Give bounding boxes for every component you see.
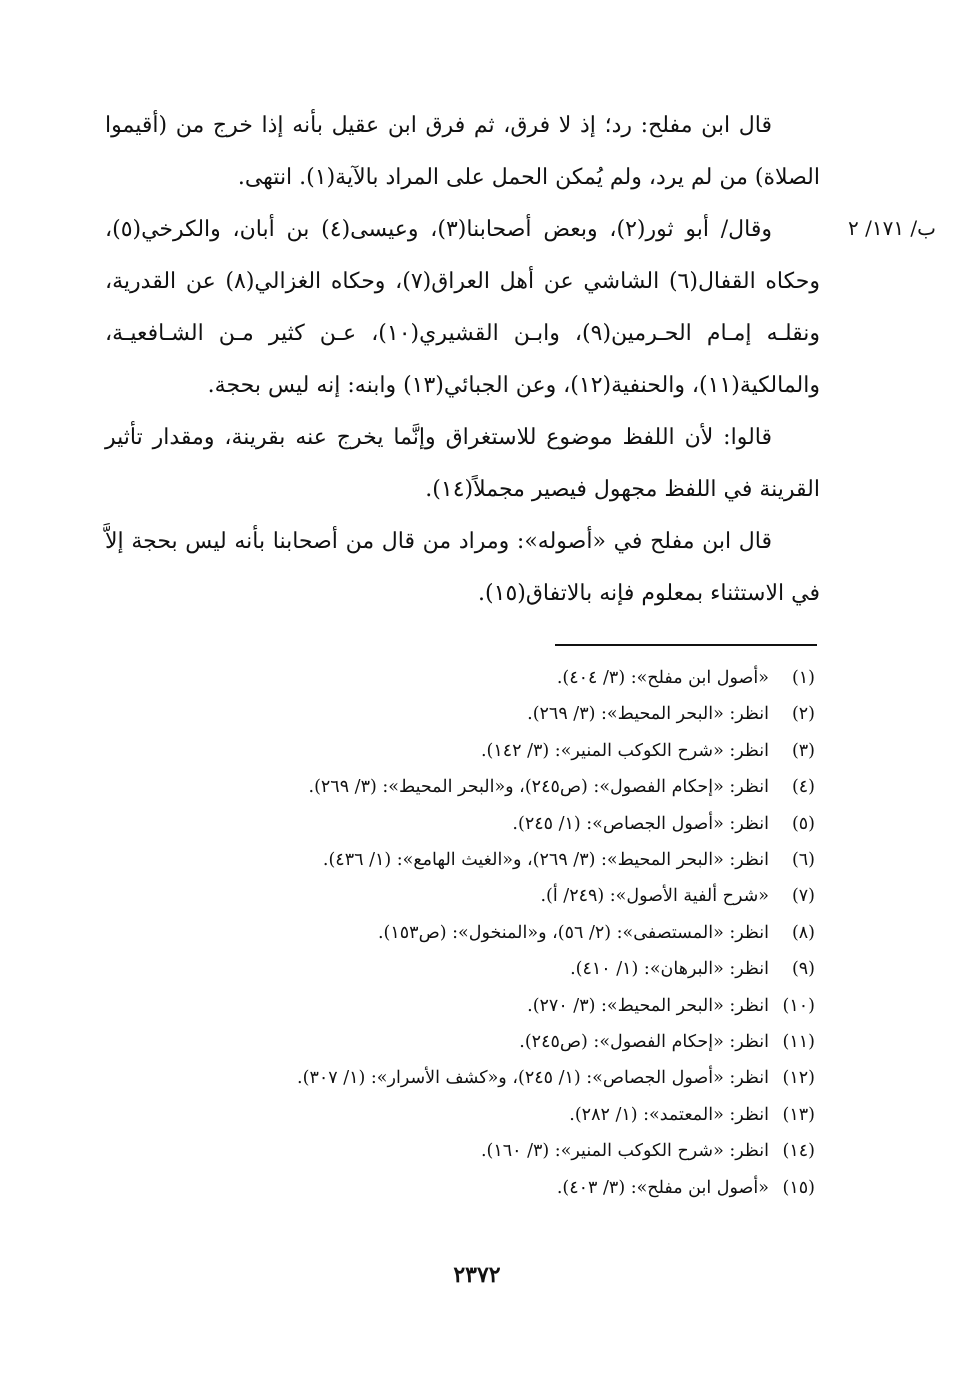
footnote-text: انظر: «المستصفى»: (٢/ ٥٦)، و«المنخول»: (ص١٥٣). [377,922,769,943]
footnote [150,1097,815,1133]
footnote-number: (١) [791,668,815,688]
footnote-text: انظر: «البحر المحيط»: (٣/ ٢٦٩). [527,704,769,725]
paragraph: قالوا: لأن اللفظ موضوع للاستغراق وإنَّما يخرج عنه بقرينة، ومقدار تأثير القرينة في اللفظ مجهول فيصير مجملاً(١٤). [105,425,820,502]
footnote [150,1133,815,1169]
main-text [105,100,820,620]
footnote [150,733,815,769]
footnote [150,1170,815,1206]
footnote-text: انظر: «البحر المحيط»: (٣/ ٢٦٩)، و«الغيث الهامع»: (١/ ٤٣٦). [322,850,769,871]
footnote-number: (٤) [791,777,815,798]
footnote-text: انظر: «إحكام الفصول»: (ص٢٤٥). [519,1032,769,1053]
footnote [150,878,815,914]
footnote [150,660,815,696]
footnote-number: (٣) [791,740,815,761]
footnote [150,1060,815,1096]
footnote-number: (٩) [791,959,815,980]
footnote [150,951,815,987]
footnote-number: (٨) [791,922,815,943]
footnote-text: انظر: «أصول الجصاص»: (١/ ٢٤٥)، و«كشف الأسرار»: (١/ ٣٠٧). [297,1068,769,1089]
footnote-text: انظر: «البحر المحيط»: (٣/ ٢٧٠). [527,995,769,1016]
footnote-text: «شرح ألفية الأصول»: (٢٤٩/ أ). [540,886,769,907]
footnote [150,915,815,951]
footnote [150,842,815,878]
footnote-text: «أصول ابن مفلح»: (٣/ ٤٠٤). [556,668,769,688]
footnote-text: انظر: «إحكام الفصول»: (ص٢٤٥)، و«البحر المحيط»: (٣/ ٢٦٩). [308,777,769,798]
footnote-number: (٧) [791,886,815,907]
footnote [150,806,815,842]
paragraph: قال ابن مفلح: رد؛ إذ لا فرق، ثم فرق ابن عقيل بأنه إذا خرج من (أقيموا الصلاة) من لم يرد، ولم يُمكن الحمل على المراد بالآية(١). انتهى. [105,113,820,190]
footnote-number: (١٥) [782,1177,815,1198]
manuscript-folio-ref: ب/ ١٧١/ ٢ [847,216,936,240]
footnote-number: (١١) [782,1032,815,1053]
footnote [150,696,815,732]
footnote-text: انظر: «شرح الكوكب المنير»: (٣/ ١٦٠). [480,1141,769,1162]
footnote-text: انظر: «البرهان»: (١/ ٤١٠). [570,959,769,980]
footnote-number: (٢) [791,704,815,725]
footnote-number: (١٣) [782,1104,815,1125]
footnote-separator [555,644,817,646]
paragraph: قال ابن مفلح في «أصوله»: ومراد من قال من أصحابنا بأنه ليس بحجة إلاَّ في الاستثناء بمعلوم فإنه بالاتفاق(١٥). [105,529,820,606]
footnote-text: «أصول ابن مفلح»: (٣/ ٤٠٣). [556,1177,769,1198]
footnote [150,988,815,1024]
footnote-number: (١٠) [782,995,815,1016]
footnote-number: (٥) [791,813,815,834]
footnote-text: انظر: «المعتمد»: (١/ ٢٨٢). [569,1104,769,1125]
footnote [150,1024,815,1060]
page-number: ٢٣٧٢ [453,1262,501,1288]
paragraph: وقال/ أبو ثور(٢)، وبعض أصحابنا(٣)، وعيسى(٤) بن أبان، والكرخي(٥)، وحكاه القفال(٦) الشاشي عن أهل العراق(٧)، وحكاه الغزالي(٨) عن القدرية، ونقلـه إمـام الحـرمين(٩)، وابـن القشيري(١٠)، عـن كثير مـن الشـافعيـة، والمالكية(١١)، والحنفية(١٢)، وعن الجبائي(١٣) وابنه: إنه ليس بحجة. [105,217,821,398]
footnote-number: (١٢) [782,1068,815,1089]
footnote [150,769,815,805]
footnotes [150,660,815,1206]
footnote-text: انظر: «أصول الجصاص»: (١/ ٢٤٥). [512,813,769,834]
footnote-number: (٦) [791,850,815,871]
footnote-text: انظر: «شرح الكوكب المنير»: (٣/ ١٤٢). [480,740,769,761]
footnote-number: (١٤) [782,1141,815,1162]
